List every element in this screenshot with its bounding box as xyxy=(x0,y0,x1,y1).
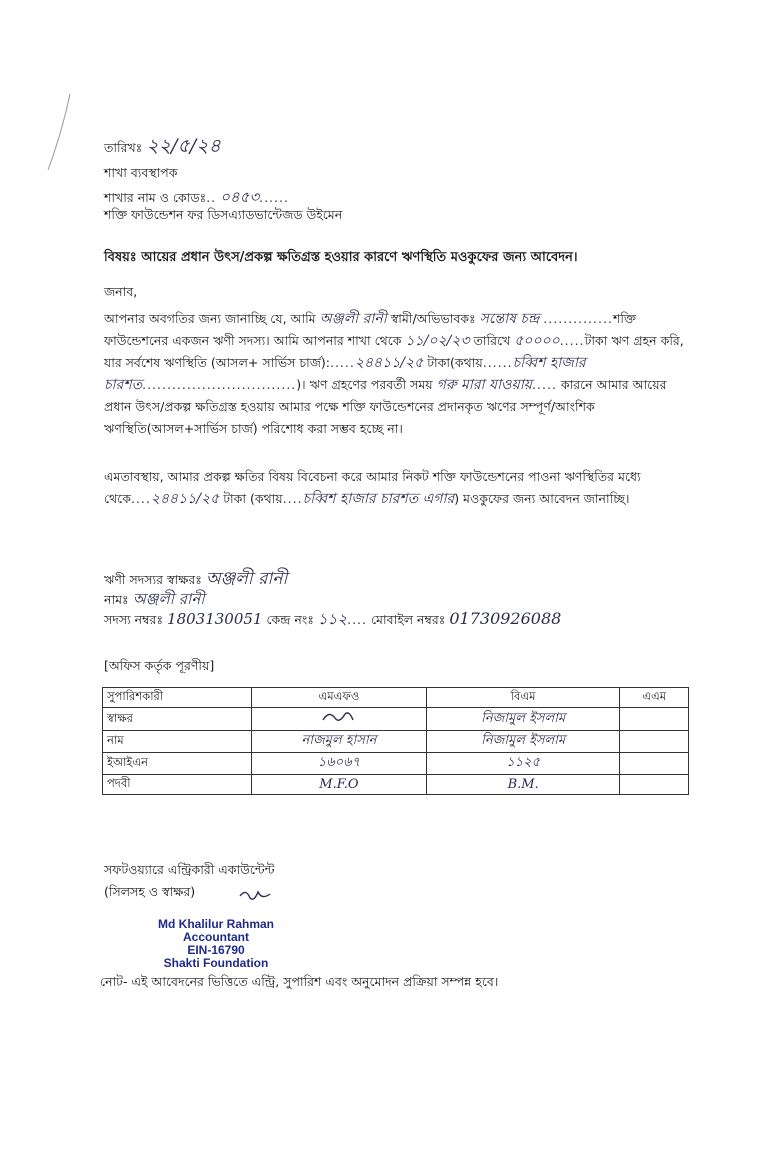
office-use-tag: [অফিস কর্তৃক পূরণীয়] xyxy=(104,658,215,673)
stamp-line: Shakti Foundation xyxy=(163,956,269,970)
date-label: তারিখঃ xyxy=(104,140,143,155)
member-signature-label: ঋণী সদস্যর স্বাক্ষরঃ xyxy=(104,572,202,587)
member-name-label: নামঃ xyxy=(104,592,129,607)
stamp-line: Md Khalilur Rahman xyxy=(158,917,275,931)
mfo-ein-cell: ১৬০৬৭ xyxy=(252,753,427,775)
guardian-name-handwritten: সন্তোষ চন্দ্র xyxy=(479,311,540,327)
bm-signature-cell: নিজামুল ইসলাম xyxy=(426,708,620,731)
table-row xyxy=(103,775,689,795)
p1-text-b: স্বামী/অভিভাবকঃ xyxy=(390,311,476,326)
subject-line: বিষয়ঃ আয়ের প্রধান উৎস/প্রকল্প ক্ষতিগ্রস্ত হওয়ার কারণে ঋণস্থিতি মওকুফের জন্য আবেদন। xyxy=(104,250,578,265)
loan-date-handwritten: ১১/০২/২৩ xyxy=(405,333,470,349)
waive-amount-handwritten: ২৪৪১১/২৫ xyxy=(150,491,220,507)
row-label: স্বাক্ষর xyxy=(103,708,252,731)
bm-designation-cell: B.M. xyxy=(426,775,620,795)
bm-ein-cell: ১১২৫ xyxy=(426,753,620,775)
approval-table xyxy=(102,687,689,795)
p2-text-b: টাকা (কথায় xyxy=(223,491,283,506)
accountant-seal-note: (সিলসহ ও স্বাক্ষর) xyxy=(104,884,196,899)
body-paragraph-1: আপনার অবগতির জন্য জানাচ্ছি যে, আমি অঞ্জলী রানী স্বামী/অভিভাবকঃ সন্তোষ চন্দ্র ..............শক্তি ফাউন্ডেশনের একজন ঋণী সদস্য। আমি আপনার শাখা থেকে ১১/০২/২৩ তারিখে ৫০০০০.....টাকা ঋণ গ্রহন করি, যার সর্বশেষ ঋণস্থিতি (আসল+ সার্ভিস চার্জ):.....২৪৪১১/২৫ টাকা(কথায়......চব্বিশ হাজার চারশত...............................)। ঋণ গ্রহণের পরবর্তী সময় গরু মারা যাওয়ায়..... কারনে আমার আয়ের প্রধান উৎস/প্রকল্প ক্ষতিগ্রস্ত হওয়ায় আমার পক্ষে শক্তি ফাউন্ডেশনের প্রদানকৃত ঋণের সম্পূর্ণ/আংশিক ঋণস্থিতি(আসল+সার্ভিস চার্জ) পরিশোধ করা সম্ভব হচ্ছে না। xyxy=(104,311,684,436)
org-line: শক্তি ফাউন্ডেশন ফর ডিসএ্যাডভান্টেজড উইমেন xyxy=(104,207,343,222)
stamp-line: Accountant xyxy=(183,930,249,944)
mobile-value: 01730926088 xyxy=(449,609,562,628)
member-number-line: সদস্য নম্বরঃ 1803130051 কেন্দ্র নংঃ ১১২.... মোবাইল নম্বরঃ 01730926088 xyxy=(104,609,562,628)
mfo-signature-scrawl xyxy=(319,708,359,726)
mfo-name-cell: নাজমুল হাসান xyxy=(252,731,427,753)
mobile-label: মোবাইল নম্বরঃ xyxy=(370,612,446,627)
date-line xyxy=(104,132,221,164)
am-designation-cell xyxy=(620,775,689,795)
branch-value: ০৪৫৩ xyxy=(220,188,260,206)
p1-text-a: আপনার অবগতির জন্য জানাচ্ছি যে, আমি xyxy=(104,311,316,326)
p2-text-a: এমতাবস্থায়, আমার প্রকল্প ক্ষতির বিষয় বিবেচনা করে আমার নিকট শক্তি ফাউন্ডেশনের পাওনা ঋণস্থিতির মধ্যে থেকে xyxy=(104,469,641,506)
column-header: এএম xyxy=(620,688,689,708)
member-no-label: সদস্য নম্বরঃ xyxy=(104,612,164,627)
table-row xyxy=(103,753,689,775)
p1-text-f: টাকা(কথায় xyxy=(427,355,483,370)
branch-label: শাখার নাম ও কোডঃ xyxy=(104,190,207,205)
date-value: ২২/৫/২৪ xyxy=(146,135,221,157)
accountant-title: সফটওয়্যারে এন্ট্রিকারী একাউন্টেন্ট xyxy=(104,862,275,877)
row-label: পদবী xyxy=(103,775,252,795)
stamp-line: EIN-16790 xyxy=(187,943,245,957)
row-label: ইআইএন xyxy=(103,753,252,775)
p2-text-c: ) মওকুফের জন্য আবেদন জানাচ্ছি। xyxy=(454,491,630,506)
member-name-handwritten: অঞ্জলী রানী xyxy=(319,311,387,327)
body-paragraph-2: এমতাবস্থায়, আমার প্রকল্প ক্ষতির বিষয় বিবেচনা করে আমার নিকট শক্তি ফাউন্ডেশনের পাওনা ঋণস্থিতির মধ্যে থেকে....২৪৪১১/২৫ টাকা (কথায়....চব্বিশ হাজার চারশত এগার) মওকুফের জন্য আবেদন জানাচ্ছি। xyxy=(104,469,641,507)
center-label: কেন্দ্র নংঃ xyxy=(266,612,314,627)
p1-text-g: )। ঋণ গ্রহণের পরবর্তী সময় xyxy=(296,377,433,392)
mfo-designation-cell: M.F.O xyxy=(252,775,427,795)
am-name-cell xyxy=(620,731,689,753)
p1-text-h: কারনে আমার আয়ের প্রধান উৎস/প্রকল্প ক্ষতিগ্রস্ত হওয়ায় আমার পক্ষে শক্তি ফাউন্ডেশনের প্রদানকৃত ঋণের সম্পূর্ণ/আংশিক ঋণস্থিতি(আসল+সার্ভিস চার্জ) পরিশোধ করা সম্ভব হচ্ছে না। xyxy=(104,377,667,436)
table-row xyxy=(103,708,689,731)
column-header: এমএফও xyxy=(252,688,427,708)
waive-words-handwritten: চব্বিশ হাজার চারশত এগার xyxy=(302,491,455,507)
table-header-row xyxy=(103,688,689,708)
cause-handwritten: গরু মারা যাওয়ায় xyxy=(436,377,533,393)
member-name-value: অঞ্জলী রানী xyxy=(132,590,205,608)
mfo-signature-cell xyxy=(252,708,427,731)
accountant-stamp xyxy=(158,918,274,970)
column-header: বিএম xyxy=(426,688,620,708)
accountant-signature-scrawl xyxy=(238,886,272,904)
outstanding-words-handwritten: চব্বিশ হাজার চারশত xyxy=(104,355,586,393)
addressee: শাখা ব্যবস্থাপক xyxy=(104,165,178,180)
bm-name-cell: নিজামুল ইসলাম xyxy=(426,731,620,753)
outstanding-handwritten: ২৪৪১১/২৫ xyxy=(354,355,424,371)
am-signature-cell xyxy=(620,708,689,731)
p1-text-e: টাকা ঋণ গ্রহন করি, যার সর্বশেষ ঋণস্থিতি (আসল+ সার্ভিস চার্জ): xyxy=(104,333,684,370)
column-header: সুপারিশকারী xyxy=(103,688,252,708)
branch-line: শাখার নাম ও কোডঃ.. ০৪৫৩...... xyxy=(104,188,289,206)
row-label: নাম xyxy=(103,731,252,753)
center-value: ১১২ xyxy=(317,610,348,628)
p1-text-c: শক্তি ফাউন্ডেশনের একজন ঋণী সদস্য। আমি আপনার শাখা থেকে xyxy=(104,311,637,348)
pencil-stroke-mark xyxy=(44,92,74,172)
member-no-value: 1803130051 xyxy=(167,610,263,628)
member-signature-value: অঞ্জলী রানী xyxy=(205,569,288,589)
am-ein-cell xyxy=(620,753,689,775)
table-row xyxy=(103,731,689,753)
loan-amount-handwritten: ৫০০০০ xyxy=(514,333,560,349)
salutation: জনাব, xyxy=(104,284,138,299)
footer-note: নোট- এই আবেদনের ভিত্তিতে এন্ট্রি, সুপারিশ এবং অনুমোদন প্রক্রিয়া সম্পন্ন হবে। xyxy=(100,974,499,989)
p1-text-d: তারিখে xyxy=(473,333,511,348)
